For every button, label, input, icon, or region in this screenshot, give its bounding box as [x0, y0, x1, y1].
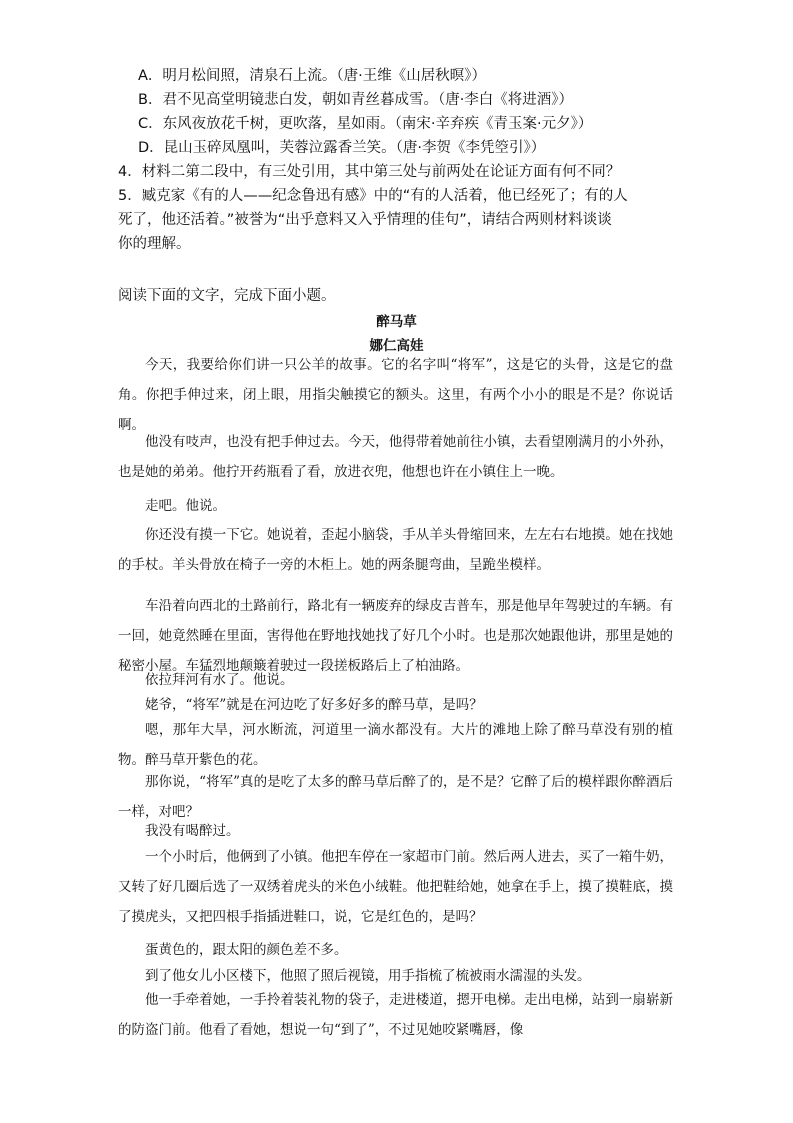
story-paragraph: 他没有吱声，也没有把手伸过去。今天，他得带着她前往小镇，去看望刚满月的小外孙，也是她的弟弟。他拧开药瓶看了看，放进衣兜，他想也许在小镇住上一晚。 [118, 434, 673, 481]
story-paragraph: 车沿着向西北的土路前行，路北有一辆废弃的绿皮吉普车，那是他早年驾驶过的车辆。有一回，她竟然睡在里面，害得他在野地找她找了好几个小时。也是那次她跟他讲，那里是她的秘密小屋。车猛烈地颠簸着驶过一段搓板路后上了柏油路。 [118, 598, 673, 675]
question-4: 4．材料二第二段中，有三处引用，其中第三处与前两处在论证方面有何不同？ [118, 164, 621, 180]
story-paragraph: 走吧。他说。 [145, 498, 226, 514]
story-paragraph: 一个小时后，他俩到了小镇。他把车停在一家超市门前。然后两人进去，买了一箱牛奶，又转了好几圈后选了一双绣着虎头的米色小绒鞋。他把鞋给她，她拿在手上，摸了摸鞋底，摸了摸虎头，又把四根手指插进鞋口，说，它是红色的，是吗？ [118, 849, 673, 926]
story-author: 娜仁高娃 [369, 338, 424, 354]
story-paragraph: 蛋黄色的，跟太阳的颜色差不多。 [145, 942, 348, 958]
question-5-line-1: 5．臧克家《有的人——纪念鲁迅有感》中的“有的人活着，他已经死了；有的人 [118, 188, 628, 204]
story-paragraph: 今天，我要给你们讲一只公羊的故事。它的名字叫“将军”，这是它的头骨，这是它的盘角。你把手伸过来，闭上眼，用指尖触摸它的额头。这里，有两个小小的眼是不是？你说话啊。 [118, 357, 673, 434]
story-paragraph: 到了他女儿小区楼下，他照了照后视镜，用手指梳了梳被雨水濡湿的头发。 [145, 968, 591, 984]
story-paragraph: 依拉拜河有水了。他说。 [145, 672, 294, 688]
story-title: 醉马草 [376, 314, 417, 330]
story-paragraph: 嗯，那年大旱，河水断流，河道里一滴水都没有。大片的滩地上除了醉马草没有别的植物。醉马草开紫色的花。 [118, 722, 673, 769]
question-5-line-3: 你的理解。 [118, 236, 191, 252]
option-c: C．东风夜放花千树，更吹落，星如雨。（南宋·辛弃疾《青玉案·元夕》） [138, 116, 593, 132]
story-paragraph: 你还没有摸一下它。她说着，歪起小脑袋，手从羊头骨缩回来，左左右右地摸。她在找她的手杖。羊头骨放在椅子一旁的木柜上。她的两条腿弯曲，呈跪坐模样。 [118, 527, 673, 574]
story-paragraph: 那你说，“将军”真的是吃了太多的醉马草后醉了的，是不是？它醉了后的模样跟你醉酒后一样，对吧？ [118, 774, 673, 821]
story-paragraph: 我没有喝醉过。 [145, 823, 240, 839]
question-5-line-2: 死了，他还活着。”被誉为“出乎意料又入乎情理的佳句”，请结合两则材料谈谈 [118, 212, 612, 228]
story-paragraph: 他一手牵着她，一手拎着装礼物的袋子，走进楼道，摁开电梯。走出电梯，站到一扇崭新的防盗门前。他看了看她，想说一句“到了”，不过见她咬紧嘴唇，像 [118, 992, 673, 1039]
reading-instruction: 阅读下面的文字，完成下面小题。 [118, 288, 336, 304]
option-a: A．明月松间照，清泉石上流。（唐·王维《山居秋暝》） [138, 68, 487, 84]
option-d: D．昆山玉碎凤凰叫，芙蓉泣露香兰笑。（唐·李贺《李凭箜引》） [138, 140, 546, 156]
story-paragraph: 姥爷，“将军”就是在河边吃了好多好多的醉马草，是吗？ [145, 697, 483, 713]
option-b: B．君不见高堂明镜悲白发，朝如青丝暮成雪。（唐·李白《将进酒》） [138, 92, 574, 108]
